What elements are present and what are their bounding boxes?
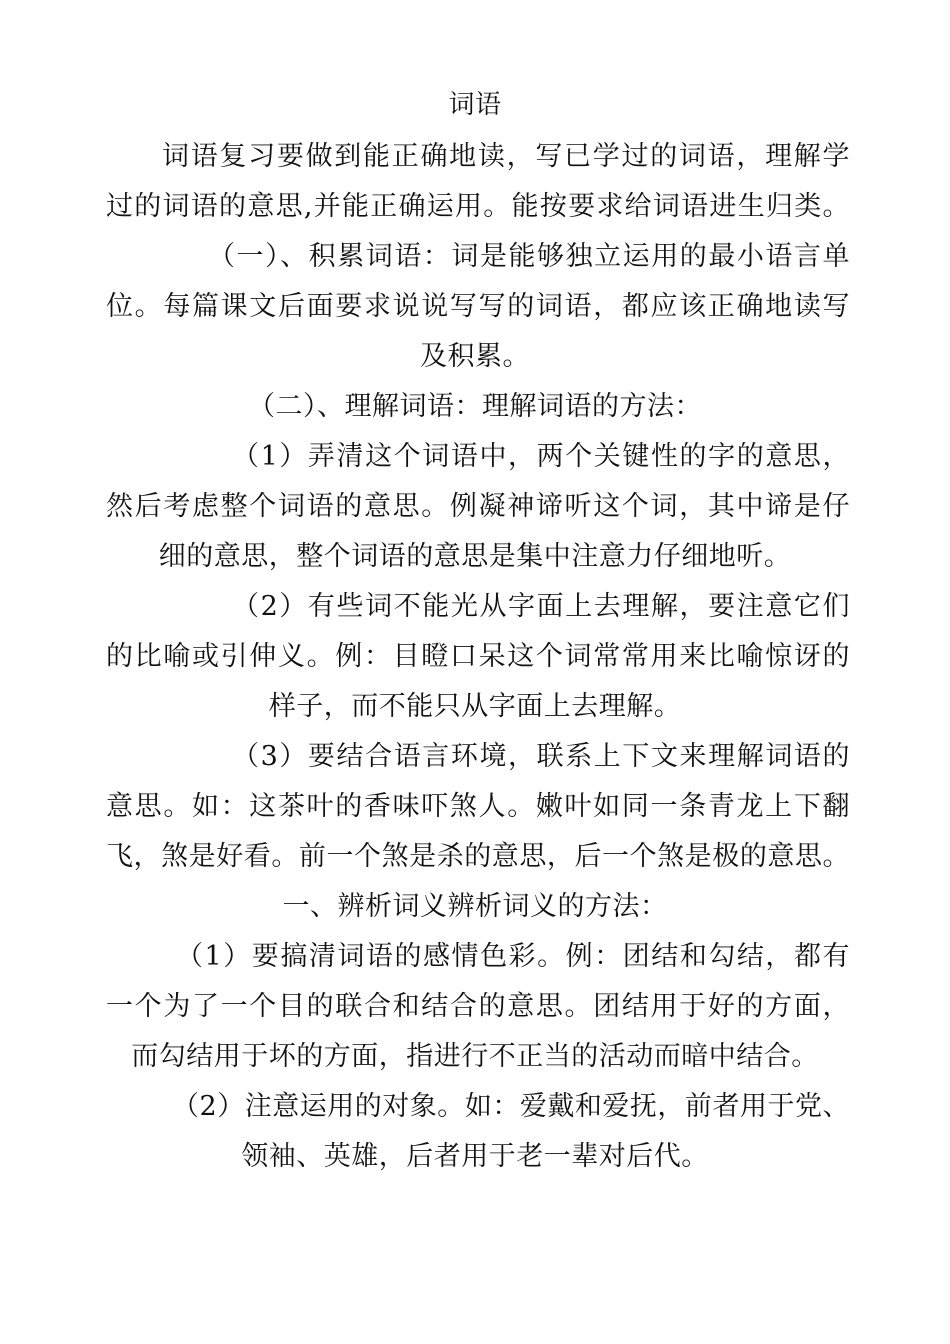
paragraph-line: （2）注意运用的对象。如：爱戴和爱抚，前者用于党、 [172, 1091, 850, 1122]
paragraph-line: 领袖、英雄，后者用于老一辈对后代。 [241, 1141, 709, 1172]
paragraph-line: 细的意思，整个词语的意思是集中注意力仔细地听。 [158, 541, 792, 572]
section-heading: 一、辨析词义辨析词义的方法： [282, 891, 668, 922]
document-title: 词语 [448, 90, 502, 120]
paragraph-line: （一）、积累词语：词是能够独立运用的最小语言单 [208, 241, 850, 272]
paragraph-line: （3）要结合语言环境，联系上下文来理解词语的 [232, 741, 850, 772]
paragraph-line: 词语复习要做到能正确地读，写已学过的词语，理解学 [162, 141, 850, 172]
paragraph-line: 而勾结用于坏的方面，指进行不正当的活动而暗中结合。 [131, 1041, 819, 1072]
paragraph-line: 飞，煞是好看。前一个煞是杀的意思，后一个煞是极的意思。 [106, 841, 850, 872]
paragraph-line: 样子，而不能只从字面上去理解。 [268, 691, 682, 722]
paragraph-line: 的比喻或引伸义。例：目瞪口呆这个词常常用来比喻惊讶的 [106, 641, 850, 672]
paragraph-line: 及积累。 [420, 341, 530, 372]
paragraph-line: 位。每篇课文后面要求说说写写的词语，都应该正确地读写 [106, 291, 850, 322]
paragraph-line: （1）要搞清词语的感情色彩。例：团结和勾结，都有 [176, 941, 850, 972]
paragraph-line: 意思。如：这茶叶的香味吓煞人。嫩叶如同一条青龙上下翻 [106, 791, 850, 822]
paragraph-line: （2）有些词不能光从字面上去理解，要注意它们 [232, 591, 850, 622]
paragraph-line: （1）弄清这个词语中，两个关键性的字的意思， [232, 441, 850, 472]
paragraph-line: 过的词语的意思,并能正确运用。能按要求给词语进生归类。 [106, 191, 850, 222]
paragraph-line: 一个为了一个目的联合和结合的意思。团结用于好的方面， [106, 991, 850, 1022]
paragraph-line: 然后考虑整个词语的意思。例凝神谛听这个词，其中谛是仔 [106, 491, 850, 522]
section-heading: （二）、理解词语：理解词语的方法： [248, 391, 702, 422]
